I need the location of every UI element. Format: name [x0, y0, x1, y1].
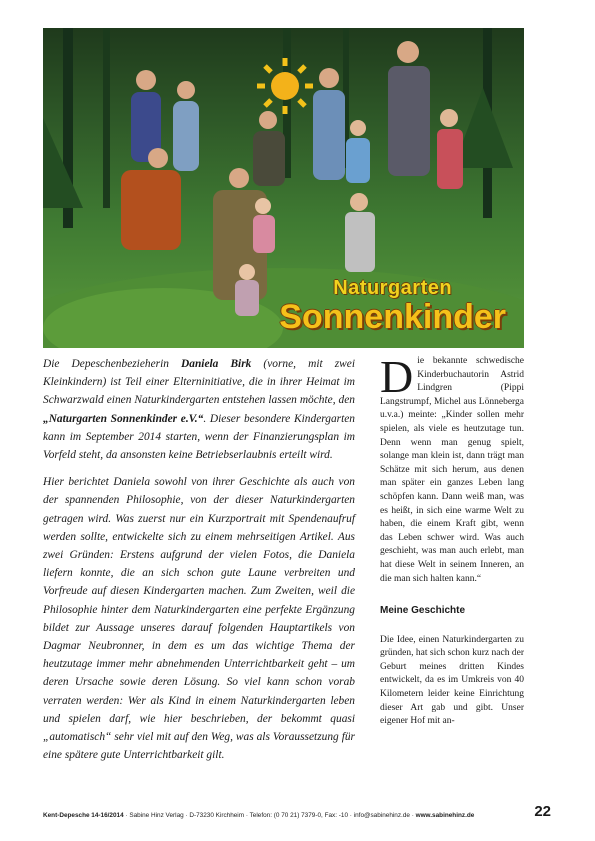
intro-column — [43, 355, 355, 773]
kindergarten-name: „Naturgarten Sonnenkinder e.V.“ — [43, 412, 204, 425]
intro-paragraph-1 — [43, 355, 355, 464]
lindgren-quote — [380, 351, 524, 586]
page-number: 22 — [534, 803, 551, 820]
person-name: Daniela Birk — [181, 358, 252, 370]
drop-cap: D — [380, 351, 414, 402]
group-photo — [43, 28, 524, 348]
website-link[interactable]: www.sabinehinz.de — [415, 812, 475, 819]
intro-text-c: . Dieser besondere Kindergarten kann im September 2014 starten, wenn der Finanzierungsplan im Vorfeld steht, da ansonsten keine Betriebserlaubnis erteilt wird. — [43, 412, 355, 462]
page-footer — [43, 812, 528, 819]
intro-paragraph-2: Hier berichtet Daniela sowohl von ihrer Geschichte als auch von der spannenden Philosophie, von der dieser Naturkindergarten getragen wird. Was zuerst nur ein Kurzportrait mit Spendenaufruf werden sollte, entwickelte sich zu einem mehrseitigen Artikel. Aus zwei Gründen: Erstens aufgrund der vielen Fotos, die Daniela liefern konnte, die an sich schon gute Laune verbreiten und Vorfreude auf diesen Kindergarten machen. Zum Zweiten, weil die Philosophie hinter dem Naturkindergarten eine perfekte Ergänzung bildet zur Aussage unseres darauf folgenden Hauptartikels von Dagmar Neubronner, in dem es um das wichtige Thema der heutzutage immer mehr abnehmenden Unterrichtbarkeit geht – um deren Ursache sowie deren Lösung. So viel kann schon vorab verraten werden: Wer als Kind in einem Naturkindergarten leben und spielen darf, wie hier beschrieben, der bekommt quasi „automatisch“ sehr viel mit auf den Weg, was als Voraussetzung für eine spätere gute Unterrichtbarkeit gilt. — [43, 476, 355, 762]
logo-line-2: Sonnenkinder — [279, 298, 506, 336]
intro-text-a: Die Depeschenbezieherin — [43, 358, 182, 370]
article-column — [380, 351, 524, 729]
section-heading: Meine Geschichte — [380, 605, 466, 617]
publisher-details: · Sabine Hinz Verlag · D-73230 Kirchheim · Telefon: (0 70 21) 7379-0, Fax: -10 · info@sabinehinz.de · — [123, 812, 416, 819]
publication-name: Kent-Depesche 14-16/2014 — [43, 812, 124, 819]
naturgarten-logo — [279, 277, 506, 334]
quote-text: ie bekannte schwedische Kinderbuchautorin Astrid Lindgren (Pippi Langstrumpf, Michel aus Lönneberga u.v.a.) meinte: „Kinder sollen mehr spielen, als viele es heutzutage tun. Denn wenn man genug spielt, solange man klein ist, dann trägt man Schätze mit sich herum, aus denen man später ein ganzes Leben lang schöpfen kann. Dann weiß man, was es heißt, in sich eine warme Welt zu haben, die einem Kraft gibt, wenn das Leben schwer wird. Was auch geschieht, was man auch erlebt, man hat diese Welt in seinem Inneren, an die man sich halten kann.“ — [380, 356, 524, 584]
logo-line-1: Naturgarten — [333, 277, 453, 299]
article-body: Die Idee, einen Naturkindergarten zu gründen, hat sich schon kurz nach der Geburt meines dritten Kindes entwickelt, da es im Umkreis von 40 Kilometern leider keine Einrichtung dieser Art gab und gibt. Unser eigener Hof mit an- — [380, 634, 524, 727]
intro-text-b: (vorne, mit zwei Kleinkindern) ist Teil einer Elterninitiative, die in ihrer Heimat im Schwarzwald einen Naturkindergarten entstehen lassen möchte, den — [43, 358, 355, 407]
